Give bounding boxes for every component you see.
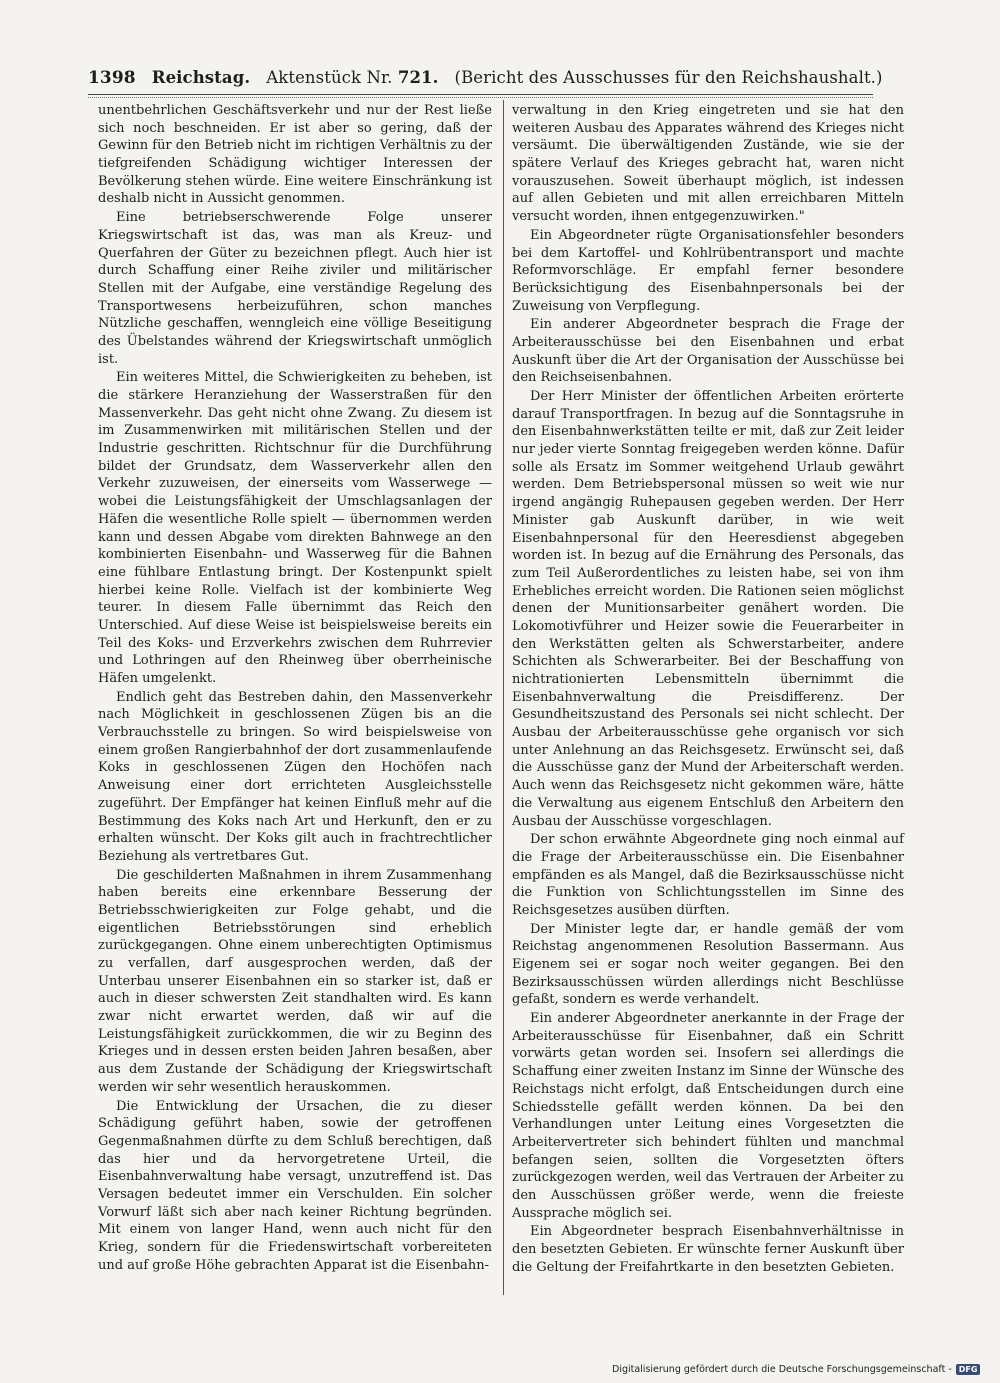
column-divider xyxy=(503,100,504,1295)
paragraph: Ein anderer Abgeordneter anerkannte in der Frage der Arbeiterausschüsse für Eisenbahner, daß ein Schritt vorwärts getan worden sei. Insofern sei allerdings die Schaffung einer zweiten Instanz im Sinne der Wünsche des Reichstags nicht erfolgt, daß Entscheidungen durch eine Schiedsstelle gefällt werden können. Da bei den Verhandlungen unter Leitung eines Vorgesetzten die Arbeitervertreter sich behindert fühlten und manchmal befangen seien, sollten die Vorgesetzten öfters zurückgezogen werden, weil das Vertrauen der Arbeiter zu den Ausschüssen größer werde, wenn die freieste Aussprache möglich sei. xyxy=(512,1011,904,1221)
paragraph: unentbehrlichen Geschäftsverkehr und nur der Rest ließe sich noch beschneiden. Er ist aber so gering, daß der Gewinn für den Betrieb nicht im richtigen Verhältnis zu der tiefgreifenden Schädigung wichtiger Interessen der Bevölkerung stehen würde. Eine weitere Einschränkung ist deshalb nicht in Aussicht genommen. xyxy=(98,103,492,207)
paragraph: Der schon erwähnte Abgeordnete ging noch einmal auf die Frage der Arbeiterausschüsse ein. Die Eisenbahner empfänden es als Mangel, daß die Bezirksausschüsse nicht die Funktion von Schlichtungsstellen im Sinne des Reichsgesetzes ausüben dürften. xyxy=(512,832,904,918)
page-number: 1398 xyxy=(88,68,136,88)
publication-name: Reichstag. xyxy=(151,68,251,87)
paragraph: Eine betriebserschwerende Folge unserer Kriegswirtschaft ist das, was man als Kreuz- und Querfahren der Güter zu bezeichnen pflegt. Auch hier ist durch Schaffung einer Reihe ziviler und militärischer Stellen mit der Aufgabe, eine verständige Regelung des Transportwesens herbeizuführen, schon manches Nützliche geschaffen, wenngleich eine völlige Beseitigung des Übelstandes während der Kriegswirtschaft unmöglich ist. xyxy=(98,210,492,367)
credit-text: Digitalisierung gefördert durch die Deutsche Forschungsgemeinschaft - xyxy=(612,1364,952,1375)
dfg-logo-icon: DFG xyxy=(956,1364,981,1375)
right-column xyxy=(512,102,904,1276)
paragraph: Die geschilderten Maßnahmen in ihrem Zusammenhang haben bereits eine erkennbare Besserung der Betriebsschwierigkeiten zur Folge gehabt, und die eigentlichen Betriebsstörungen sind erheblich zurückgegangen. Ohne einem unberechtigten Optimismus zu verfallen, darf ausgesprochen werden, daß der Unterbau unserer Eisenbahnen ein so starker ist, daß er auch in dieser schwersten Zeit standhalten wird. Es kann zwar nicht erwartet werden, daß wir auf die Leistungsfähigkeit zurückkommen, die wir zu Beginn des Krieges und in dessen ersten beiden Jahren besaßen, aber aus dem Zustande der Schädigung der Kriegswirtschaft werden wir sehr wesentlich herauskommen. xyxy=(98,867,492,1095)
document-number: 721. xyxy=(397,68,439,87)
paragraph: verwaltung in den Krieg eingetreten und sie hat den weiteren Ausbau des Apparates während des Krieges nicht versäumt. Die überwältigenden Zustände, wie sie der spätere Verlauf des Krieges gebracht hat, waren nicht vorauszusehen. Soweit überhaupt möglich, ist indessen auf allen Gebieten und mit allen erreichbaren Mitteln versucht worden, ihnen entgegenzuwirken." xyxy=(512,103,904,225)
document-label: Aktenstück Nr. xyxy=(266,68,393,87)
left-column xyxy=(98,102,492,1274)
digitization-credit xyxy=(612,1362,997,1378)
paragraph: Ein weiteres Mittel, die Schwierigkeiten zu beheben, ist die stärkere Heranziehung der Wasserstraßen für den Massenverkehr. Das geht nicht ohne Zwang. Zu diesem ist im Zusammenwirken mit militärischen Stellen und der Industrie geschritten. Richtschnur für die Durchführung bildet der Grundsatz, dem Wasserverkehr allen den Verkehr zuzuweisen, der einerseits vom Wasserwege — wobei die Leistungsfähigkeit der Umschlagsanlagen der Häfen die wesentliche Rolle spielt — übernommen werden kann und dessen Abgabe vom direkten Bahnwege an den kombinierten Eisenbahn- und Wasserweg für die Bahnen eine fühlbare Entlastung bringt. Der Kostenpunkt spielt hierbei keine Rolle. Vielfach ist der kombinierte Weg teurer. In diesem Falle übernimmt das Reich den Unterschied. Auf diese Weise ist beispielsweise bereits ein Teil des Koks- und Erzverkehrs zwischen dem Ruhrrevier und Lothringen auf den Rheinweg über oberrheinische Häfen umgelenkt. xyxy=(98,370,492,686)
paragraph: Der Herr Minister der öffentlichen Arbeiten erörterte darauf Transportfragen. In bezug auf die Sonntagsruhe in den Eisenbahnwerkstätten teilte er mit, daß zur Zeit leider nur jeder vierte Sonntag freigegeben werden könne. Dafür solle als Ersatz im Sommer weitgehend Urlaub gewährt werden. Dem Betriebspersonal müssen so weit wie nur irgend angängig Ruhepausen gegeben werden. Der Herr Minister gab Auskunft darüber, in wie weit Eisenbahnpersonal für den Heeresdienst abgegeben worden ist. In bezug auf die Ernährung des Personals, das zum Teil Außerordentliches zu leisten habe, sei von ihm Erhebliches erreicht worden. Die Rationen seien möglichst denen der Munitionsarbeiter genähert worden. Die Lokomotivführer und Heizer sowie die Feuerarbeiter in den Werkstätten gelten als Schwerstarbeiter, andere Schichten als Schwerarbeiter. Bei der Beschaffung von nichtrationierten Lebensmitteln übernimmt die Eisenbahnverwaltung die Preisdifferenz. Der Gesundheitszustand des Personals sei nicht schlecht. Der Ausbau der Arbeiterausschüsse gehe organisch vor sich unter Anlehnung an das Reichsgesetz. Erwünscht sei, daß die Ausschüsse ganz der Mund der Arbeiterschaft werden. Auch wenn das Reichsgesetz nicht gekommen wäre, hätte die Verwaltung aus eigenem Entschluß den Arbeitern den Ausbau der Ausschüsse vorgeschlagen. xyxy=(512,389,904,829)
page-header xyxy=(88,66,883,96)
header-subtitle: (Bericht des Ausschusses für den Reichshaushalt.) xyxy=(454,68,883,87)
paragraph: Endlich geht das Bestreben dahin, den Massenverkehr nach Möglichkeit in geschlossenen Zügen bis an die Verbrauchsstelle zu bringen. So wird beispielsweise von einem großen Rangierbahnhof der dort zusammenlaufende Koks in geschlossenen Zügen den Hochöfen nach Anweisung einer dort errichteten Ausgleichsstelle zugeführt. Der Empfänger hat keinen Einfluß mehr auf die Bestimmung des Koks nach Art und Herkunft, den er zu erhalten wünscht. Der Koks gilt auch in frachtrechtlicher Beziehung als vertretbares Gut. xyxy=(98,689,492,864)
header-rule-dotted xyxy=(88,97,873,98)
paragraph: Der Minister legte dar, er handle gemäß der vom Reichstag angenommenen Resolution Bassermann. Aus Eigenem sei er sogar noch weiter gegangen. Bei den Bezirksausschüssen würden allerdings nicht Beschlüsse gefaßt, sondern es werde verhandelt. xyxy=(512,921,904,1008)
paragraph: Ein Abgeordneter rügte Organisationsfehler besonders bei dem Kartoffel- und Kohlrübentransport und machte Reformvorschläge. Er empfahl ferner besondere Berücksichtigung des Eisenbahnpersonals bei der Zuweisung von Verpflegung. xyxy=(512,227,904,314)
paragraph: Ein anderer Abgeordneter besprach die Frage der Arbeiterausschüsse bei den Eisenbahnen und erbat Auskunft über die Art der Organisation der Ausschüsse bei den Reichseisenbahnen. xyxy=(512,317,904,386)
paragraph: Die Entwicklung der Ursachen, die zu dieser Schädigung geführt haben, sowie der getroffenen Gegenmaßnahmen dürfte zu dem Schluß berechtigen, daß das hier und da hervorgetretene Urteil, die Eisenbahnverwaltung habe versagt, unzutreffend ist. Das Versagen bedeutet immer ein Verschulden. Ein solcher Vorwurf läßt sich aber nach keiner Richtung begründen. Mit einem von langer Hand, wenn auch nicht für den Krieg, sondern für die Friedenswirtschaft vorbereiteten und auf große Höhe gebrachten Apparat ist die Eisenbahn- xyxy=(98,1098,492,1273)
paragraph: Ein Abgeordneter besprach Eisenbahnverhältnisse in den besetzten Gebieten. Er wünschte ferner Auskunft über die Geltung der Freifahrtkarte in den besetzten Gebieten. xyxy=(512,1224,904,1275)
header-rule xyxy=(88,94,873,95)
